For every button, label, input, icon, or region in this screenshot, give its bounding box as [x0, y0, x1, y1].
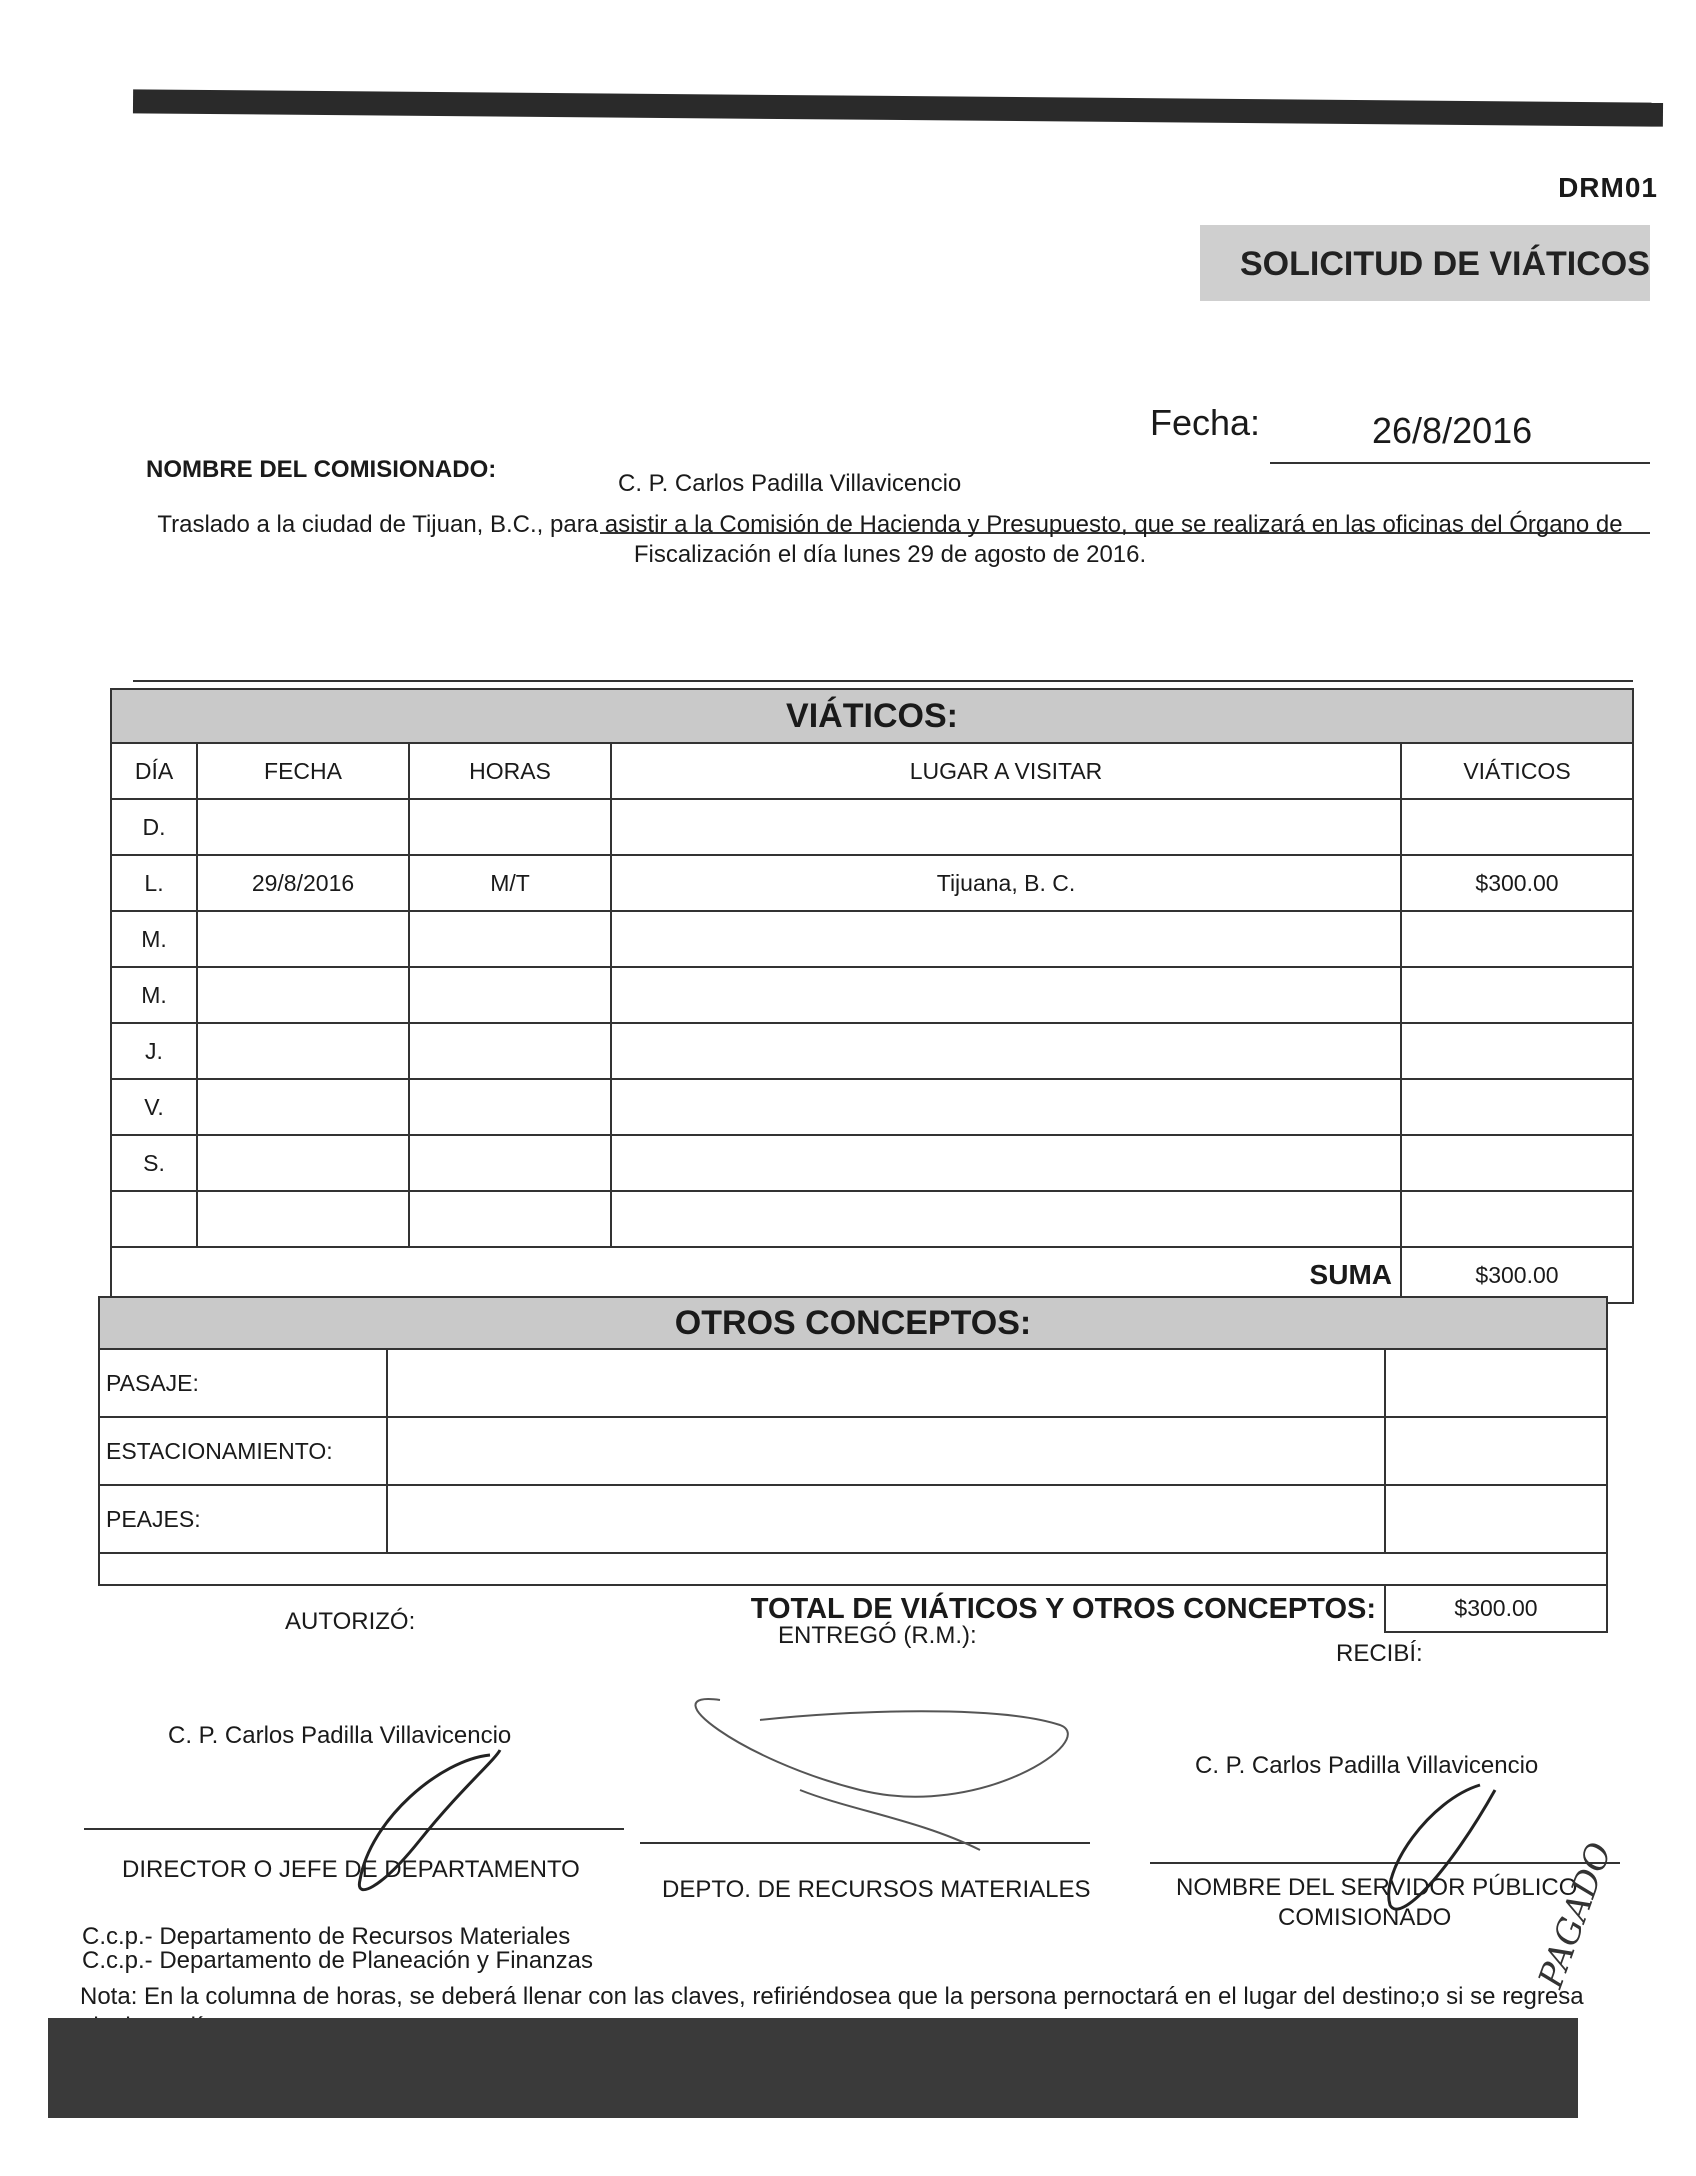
- form-code: DRM01: [1558, 172, 1658, 203]
- cell-lugar: Tijuana, B. C.: [611, 855, 1401, 911]
- fecha-label: Fecha:: [1150, 402, 1261, 443]
- recibi-label: RECIBÍ:: [1336, 1640, 1423, 1667]
- pagado-handwriting: PAGADO: [1530, 1837, 1621, 1994]
- description-text: Traslado a la ciudad de Tijuan, B.C., para asistir a la Comisión de Hacienda y Presupuesto, que se realizará en las oficinas del Órgano de Fiscalización el día lunes 29 de agosto de 2016.: [157, 511, 1623, 568]
- suma-label: SUMA: [111, 1247, 1401, 1303]
- cell-horas: M/T: [409, 855, 611, 911]
- cell-dia: V.: [111, 1079, 197, 1135]
- cell-dia: D.: [111, 799, 197, 855]
- viaticos-title: VIÁTICOS:: [111, 689, 1633, 743]
- ccp-line-1: C.c.p.- Departamento de Recursos Materiales: [82, 1923, 571, 1950]
- otros-title: OTROS CONCEPTOS:: [99, 1297, 1607, 1349]
- total-value: $300.00: [1385, 1585, 1607, 1632]
- cell-dia: S.: [111, 1135, 197, 1191]
- col-lugar: LUGAR A VISITAR: [611, 743, 1401, 799]
- cell-dia: M.: [111, 967, 197, 1023]
- col-viaticos: VIÁTICOS: [1401, 743, 1633, 799]
- cell-fecha: 29/8/2016: [197, 855, 409, 911]
- col-fecha: FECHA: [197, 743, 409, 799]
- peajes-label: PEAJES:: [99, 1485, 387, 1553]
- fecha-value: 26/8/2016: [1372, 410, 1533, 451]
- cargo-recibi-2: COMISIONADO: [1278, 1904, 1452, 1931]
- comisionado-label: NOMBRE DEL COMISIONADO:: [146, 456, 497, 483]
- comisionado-name: C. P. Carlos Padilla Villavicencio: [618, 470, 962, 497]
- bottom-decorative-bar: [48, 2018, 1578, 2118]
- entrego-label: ENTREGÓ (R.M.):: [778, 1622, 977, 1649]
- autorizo-label: AUTORIZÓ:: [285, 1608, 416, 1635]
- cargo-entrego: DEPTO. DE RECURSOS MATERIALES: [662, 1876, 1091, 1903]
- col-horas: HORAS: [409, 743, 611, 799]
- cell-dia: J.: [111, 1023, 197, 1079]
- pasaje-label: PASAJE:: [99, 1349, 387, 1417]
- total-label: TOTAL DE VIÁTICOS Y OTROS CONCEPTOS:: [99, 1585, 1385, 1632]
- cargo-recibi-1: NOMBRE DEL SERVIDOR PÚBLICO: [1176, 1874, 1578, 1901]
- recibi-name: C. P. Carlos Padilla Villavicencio: [1195, 1752, 1539, 1779]
- autorizo-name: C. P. Carlos Padilla Villavicencio: [168, 1722, 512, 1749]
- suma-value: $300.00: [1401, 1247, 1633, 1303]
- cell-dia: M.: [111, 911, 197, 967]
- nota-text: Nota: En la columna de horas, se deberá llenar con las claves, refiriéndosea que la persona pernoctará en el lugar del destino;o si se regresa: [80, 1983, 1584, 2010]
- cell-dia: L.: [111, 855, 197, 911]
- form-title: SOLICITUD DE VIÁTICOS: [1240, 245, 1650, 283]
- estacionamiento-label: ESTACIONAMIENTO:: [99, 1417, 387, 1485]
- ccp-line-2: C.c.p.- Departamento de Planeación y Finanzas: [82, 1947, 593, 1974]
- col-dia: DÍA: [111, 743, 197, 799]
- cargo-autorizo: DIRECTOR O JEFE DE DEPARTAMENTO: [122, 1856, 580, 1883]
- cell-viaticos: $300.00: [1401, 855, 1633, 911]
